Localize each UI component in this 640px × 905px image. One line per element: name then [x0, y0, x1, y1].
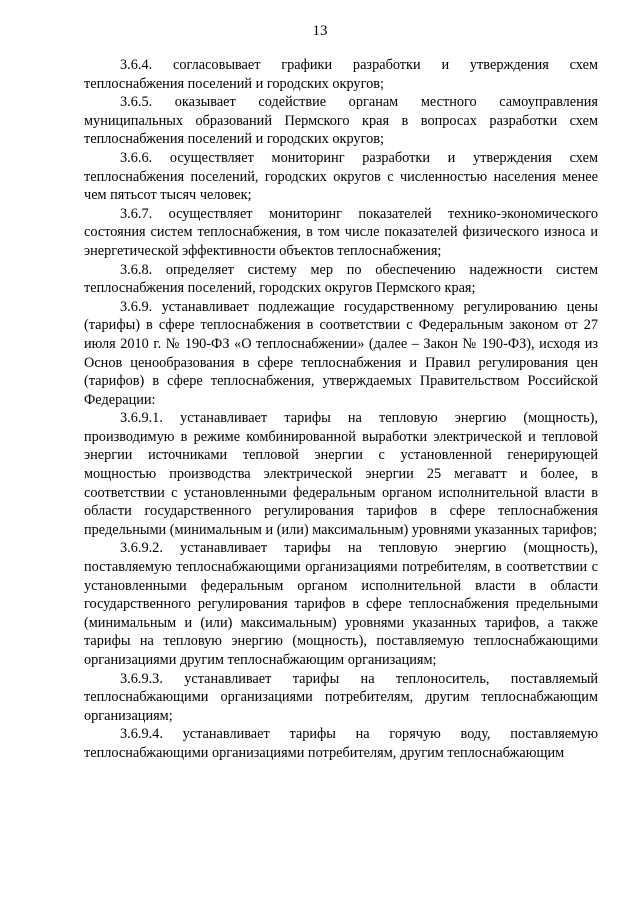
paragraph-3-6-7: 3.6.7. осуществляет мониторинг показателей технико-экономического состояния систем теплоснабжения, в том числе показателей физического износа и энергетической эффективности объектов теплоснабжения;: [84, 205, 598, 259]
page-body: [84, 56, 598, 763]
paragraph-3-6-9: 3.6.9. устанавливает подлежащие государственному регулированию цены (тарифы) в сфере теплоснабжения в соответствии с Федеральным законом от 27 июля 2010 г. № 190-ФЗ «О теплоснабжении» (далее – Закон № 190-ФЗ), исходя из Основ ценообразования в сфере теплоснабжения и Правил регулирования цен (тарифов) в сфере теплоснабжения, утверждаемых Правительством Российской Федерации:: [84, 298, 598, 408]
paragraph-3-6-5: 3.6.5. оказывает содействие органам местного самоуправления муниципальных образований Пермского края в вопросах разработки схем теплоснабжения поселений и городских округов;: [84, 94, 598, 148]
paragraph-3-6-9-4: 3.6.9.4. устанавливает тарифы на горячую воду, поставляемую теплоснабжающими организациями потребителям, другим теплоснабжающим: [84, 726, 598, 761]
paragraph-3-6-9-2: 3.6.9.2. устанавливает тарифы на тепловую энергию (мощность), поставляемую теплоснабжающими организациями потребителям, в соответствии с установленными федеральным органом исполнительной власти в области государственного регулирования тарифов в сфере теплоснабжения предельными (минимальным и (или) максимальным) уровнями указанных тарифов, а также тарифы на тепловую энергию (мощность), поставляемую теплоснабжающими организациями другим теплоснабжающим организациям;: [84, 540, 598, 668]
paragraph-3-6-4: 3.6.4. согласовывает графики разработки и утверждения схем теплоснабжения поселений и городских округов;: [84, 57, 598, 92]
page-number: 13: [312, 23, 328, 39]
paragraph-3-6-6: 3.6.6. осуществляет мониторинг разработки и утверждения схем теплоснабжения поселений, городских округов с численностью населения менее чем пятьсот тысяч человек;: [84, 149, 598, 204]
paragraph-3-6-9-1: 3.6.9.1. устанавливает тарифы на тепловую энергию (мощность), производимую в режиме комбинированной выработки электрической и тепловой энергии источниками тепловой энергии с установленной генерирующей мощностью производства электрической энергии 25 мегаватт и более, в соответствии с установленными федеральным органом исполнительной власти в области государственного регулирования тарифов в сфере теплоснабжения предельными (минимальным и (или) максимальным) уровнями указанных тарифов;: [84, 410, 598, 538]
paragraph-3-6-9-3: 3.6.9.3. устанавливает тарифы на теплоноситель, поставляемый теплоснабжающими организациями потребителям, другим теплоснабжающим организациям;: [84, 670, 598, 724]
paragraph-3-6-8: 3.6.8. определяет систему мер по обеспечению надежности систем теплоснабжения поселений, городских округов Пермского края;: [84, 261, 598, 297]
